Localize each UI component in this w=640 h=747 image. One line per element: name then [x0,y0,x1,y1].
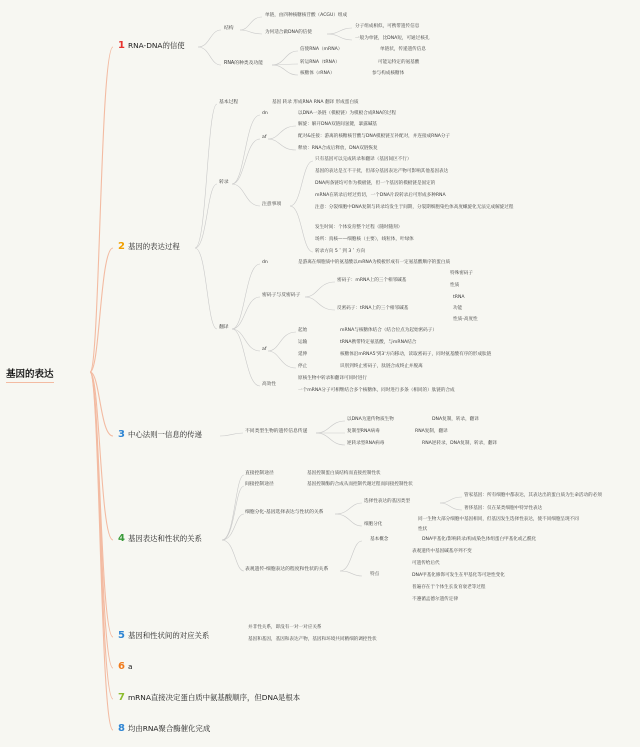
t2-transcription-def: 以DNA一条链（模板链）为模板合成RNA的过程 [298,111,396,116]
topic-5-number: 5 [118,630,125,641]
t2-pair: 配对&连接：游离的核糖核苷酸与DNA模板链互补配对，并连接成RNA分子 [298,134,451,139]
topic-7-label: mRNA直接决定蛋白质中氨基酸顺序，但DNA是根本 [127,693,301,703]
topic-7-number: 7 [118,692,125,703]
t2-eff-2: 一个mRNA分子可相继结合多个核糖体，同时进行多条（相同的）肽链的合成 [298,388,455,393]
t2-release: 释放：RNA合成后释放，DNA双链恢复 [298,146,378,151]
t1-trna-desc: 可能运特定的氨基酸 [378,60,420,65]
t4-bc-desc: DNA甲基化/影响转录/构成染色体组蛋白甲基化或乙酰化 [422,537,537,542]
t3-row-2a: 复制型RNA病毒 [347,429,380,434]
t3-row-3b: RNA逆转录，DNA复制，转录，翻译 [422,441,498,446]
topic-4-label: 基因表达和性状的关系 [127,534,202,544]
t2-codon: 密码子：mRNA上的三个相邻碱基 [337,278,407,283]
topic-8-number: 8 [118,723,125,734]
t4-feature-3: 普遍存在于个体生长发育衰老等过程 [412,585,486,590]
t1-mrna-desc: 单链状，传递遗传信息 [380,47,426,52]
branch-topic-1 [90,47,113,372]
topic-5[interactable] [118,631,209,641]
t2-note-5-text: 注意：分裂细胞中DNA复制与转录均发生于间期，分裂期细胞染色体高度螺旋化无法完成解旋过程 [315,205,514,210]
t3-label: 不同类型生物的遗传信息传递 [245,429,308,434]
t4-indirect: 间接控制途径 [245,482,274,487]
t4-bc-desc-2: 表观遗传中基因碱基序列不变 [412,549,472,554]
t2-codon-f1: 特殊密码子 [450,271,473,276]
t2-af-1: af [262,135,267,140]
t4-luxury: 奢侈基因：仅在某类细胞中特异性表达 [464,506,543,511]
t2-note-4: mRNA在转录后经过剪切，一个DNA片段转录后可形成多种RNA [315,193,446,198]
t1-structure-b1: 分子组成相似，可携带遗传信息 [355,24,420,29]
t2-unwind: 解旋：解开DNA双链间氢键，暴露碱基 [298,122,378,127]
t2-note-2: 基因的表达是互不干扰，但部分基因表达产物可影响其他基因表达 [315,169,449,174]
t2-basic-desc: 基因 转录 形成RNA RNA 翻译 形成蛋白质 [272,100,359,105]
t1-structure-b2: 一般为单链，比DNA短，可通过核孔 [355,36,430,41]
t1-rrna: 核糖体（rRNA） [300,71,335,76]
topic-1[interactable] [118,41,185,51]
topic-2-number: 2 [118,241,125,252]
t2-elong-desc: 核糖体沿mRNA5'到3'方向移动，读取密码子，同时氨基酸有序的形成肽链 [340,352,492,357]
t2-translation: 翻译 [219,325,229,330]
t4-feature-4: 不遵循孟德尔遗传定律 [412,597,458,602]
t4-cell-diff-d2: 性状 [418,527,428,532]
t2-anticodon: 反密码子：tRNA上的三个相邻碱基 [337,306,409,311]
t1-structure-a: 单链，由四种核糖核苷酸（ACGU）组成 [265,13,348,18]
topic-3[interactable] [118,430,202,440]
t2-start-desc: mRNA与核糖体结合（结合位点为起始密码子） [340,328,437,333]
topic-2[interactable] [118,242,180,252]
topic-4[interactable] [118,534,202,544]
t2-basic: 基本过程 [219,100,239,105]
t1-mrna: 信使RNA（mRNA） [300,47,343,52]
topic-1-label: RNA-DNA的信使 [127,41,185,51]
t2-codon-group: 密码子与反密码子 [262,293,301,298]
t2-anti-f1: tRNA [453,295,465,300]
t5-b: 基因和基因，基因和表达产物，基因和环境共同精细的调控性状 [248,637,377,642]
t1-structure: 结构 [224,26,234,31]
root-node[interactable]: 基因的表达 [6,366,54,383]
branch-topic-4 [90,372,113,540]
t4-diff: 细胞分化-基因选择表达与性状的关系 [245,510,324,515]
t2-note-6: 发生时间：个体发育整个过程（随时随刻） [315,225,403,230]
t4-housekeeping: 管家基因：所有细胞中都表达，其表达出的蛋白质为生命活动的必须 [464,493,602,498]
topic-6-number: 6 [118,661,125,672]
t2-note-1: 只有基因可以完成转录和翻译（基因间区不行） [315,157,412,162]
t2-stop: 停止 [298,364,308,369]
t2-note-3: DNA两条链均可作为模板链，但一个基因的模板链是固定的 [315,181,436,186]
t1-types: RNA的种类及功能 [224,61,263,66]
t3-row-1a: 以DNA为遗传物质生物 [347,417,394,422]
t2-stop-desc: 识别到终止密码子，肽链合成终止并脱离 [340,364,423,369]
topic-8[interactable] [118,724,210,734]
topic-8-label: 均由RNA聚合酶催化完成 [127,724,211,734]
t2-start: 起始 [298,328,308,333]
t4-cell-diff-d1: 同一生物大部分细胞中基因相同，但基因发生选择性表达，使不同细胞呈现不同 [418,517,579,522]
t2-anti-f2: 功能 [453,306,463,311]
t4-sel-type: 选择性表达的基因类型 [364,499,410,504]
topic-6-label: a [127,662,133,672]
t2-transport: 运输 [298,340,308,345]
topic-1-number: 1 [118,40,125,51]
t4-feature-2: DNA甲基化修饰可发生在甲基化等可逆性变化 [412,573,505,578]
t3-row-3a: 逆转录型RNA病毒 [347,441,385,446]
t2-notes: 注意事项 [262,202,282,207]
t1-rrna-desc: 参与构成核糖体 [372,71,405,76]
t2-efficiency: 高效性 [262,382,276,387]
t2-note-8: 转录方向 5＇到 3＇方向 [315,249,366,254]
topic-6[interactable] [118,662,133,672]
t4-epigenetics: 表观遗传-细胞表达的程度和性状的关系 [245,567,329,572]
t2-eff-1: 原核生物中转录和翻译可同时进行 [298,376,367,381]
topic-4-number: 4 [118,533,125,544]
topic-3-label: 中心法则一信息的传递 [127,430,202,440]
t1-trna: 转运RNA（tRNA） [300,60,340,65]
t3-row-2b: RNA复制，翻译 [415,429,448,434]
topic-2-label: 基因的表达过程 [127,242,180,252]
t2-transcription: 转录 [219,180,229,185]
topic-7[interactable] [118,693,300,703]
t2-codon-f2: 性质 [450,283,460,288]
t4-basic-concept: 基本概念 [370,537,389,542]
t4-feature-1: 可遗传给后代 [412,561,440,566]
t2-transport-desc: tRNA携带特定氨基酸，与mRNA结合 [340,340,417,345]
t3-row-1b: DNA复制，转录，翻译 [432,417,479,422]
t2-af-2: af [262,347,267,352]
t2-dn-1: dn [262,111,268,116]
t1-structure-b: 为何适合做DNA的信使 [265,30,312,35]
t4-feature: 特点 [370,572,380,577]
t4-indirect-desc: 基因控制酶的合成从而控制代谢过程而间接控制性状 [307,482,413,487]
t4-cell-diff: 细胞分化 [364,522,383,527]
t2-anti-f3: 性质-高度性 [453,317,478,322]
t2-note-5 [315,205,515,211]
t4-direct: 直接控制途径 [245,471,274,476]
t5-a: 并非性关系，即没有一对一对应关系 [248,625,322,630]
t2-note-7: 场所：真核——细胞核（主要），线粒体，叶绿体 [315,237,414,242]
t2-dn-2: dn [262,260,268,265]
t2-elong: 延伸 [298,352,308,357]
t2-translation-def: 是游离在细胞质中的氨基酸以mRNA为模板形成有一定氨基酸顺序的蛋白质 [298,260,451,265]
t4-direct-desc: 基因控制蛋白质结构而直接控制性状 [307,471,381,476]
topic-3-number: 3 [118,429,125,440]
topic-5-label: 基因和性状间的对应关系 [127,631,210,641]
